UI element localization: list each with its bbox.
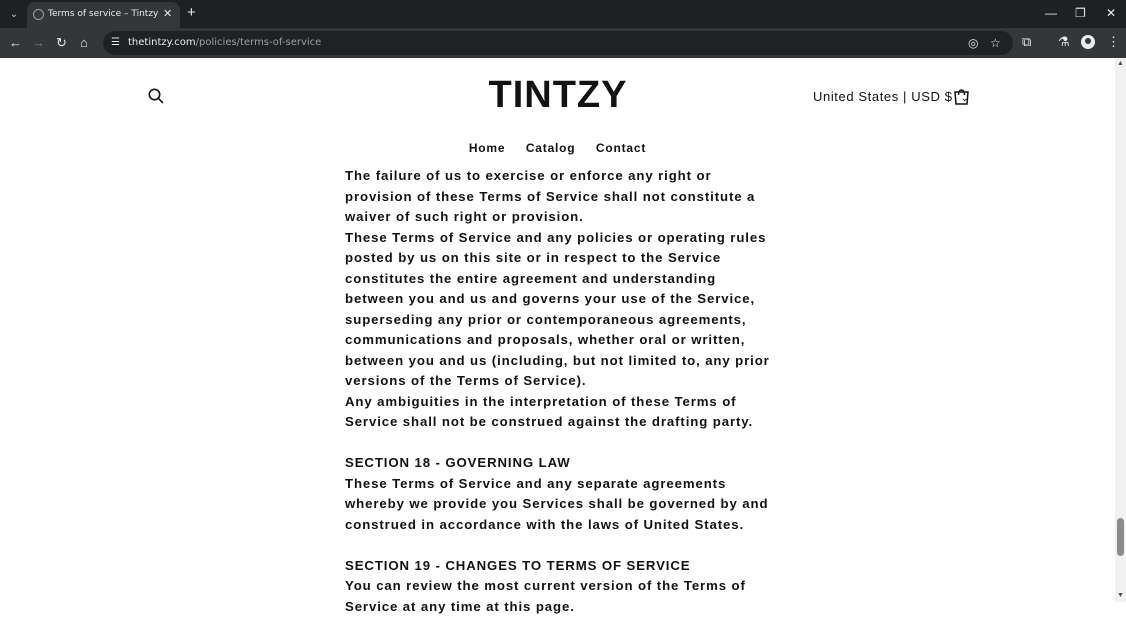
tab-search-chevron-icon[interactable]: ⌄ <box>9 8 19 20</box>
url-text[interactable]: thetintzy.com/policies/terms-of-service <box>128 37 322 48</box>
tab-title: Terms of service – Tintzy <box>48 9 159 19</box>
search-icon[interactable] <box>148 88 164 104</box>
window-close-icon[interactable]: ✕ <box>1106 6 1117 20</box>
back-icon[interactable]: ← <box>9 35 22 50</box>
browser-menu-icon[interactable]: ⋮ <box>1107 34 1120 49</box>
cart-icon[interactable] <box>953 87 970 105</box>
section-18-heading: SECTION 18 - GOVERNING LAW <box>345 455 571 470</box>
extensions-icon[interactable]: ⧉ <box>1022 34 1032 49</box>
browser-toolbar <box>0 28 1126 58</box>
paragraph-ambiguities: Any ambiguities in the interpretation of these Terms of Service shall not be construed against the drafting party. <box>345 393 754 429</box>
forward-icon[interactable]: → <box>32 35 45 50</box>
address-bar[interactable] <box>103 31 1013 55</box>
spacer <box>345 535 777 556</box>
terms-content <box>345 166 777 617</box>
site-logo[interactable]: TINTZY <box>488 74 628 116</box>
nav-home[interactable]: Home <box>468 141 506 155</box>
paragraph-entire-agreement: These Terms of Service and any policies or operating rules posted by us on this site or in respect to the Service constitutes the entire agreement and understanding between you and us and governs your use of the Service, superseding any prior or contemporaneous agreements, communications and proposals, whether oral or written, between you and us (including, but not limited to, any prior versions of the Terms of Service). <box>345 229 770 388</box>
nav-contact[interactable]: Contact <box>595 141 647 155</box>
new-tab-icon[interactable]: + <box>187 4 196 21</box>
home-icon[interactable]: ⌂ <box>80 35 88 50</box>
scrollbar-thumb[interactable] <box>1117 518 1124 556</box>
paragraph-waiver: The failure of us to exercise or enforce any right or provision of these Terms of Service shall not constitute a waiver of such right or provision. <box>345 168 756 224</box>
section-19-heading: SECTION 19 - CHANGES TO TERMS OF SERVICE <box>345 557 691 573</box>
site-info-icon[interactable]: ☰ <box>111 37 120 48</box>
chevron-down-icon: ⌄ <box>960 93 970 104</box>
lab-flask-icon[interactable]: ⚗ <box>1058 34 1070 49</box>
paragraph-changes: You can review the most current version of the Terms of Service at any time at this page. <box>345 578 746 614</box>
country-currency-selector[interactable] <box>813 89 970 104</box>
profile-avatar-icon[interactable] <box>1081 35 1095 49</box>
restore-icon[interactable]: ❐ <box>1075 6 1086 20</box>
scroll-up-arrow-icon[interactable]: ▲ <box>1117 60 1124 67</box>
scroll-down-arrow-icon[interactable]: ▼ <box>1117 592 1124 599</box>
nav-catalog[interactable]: Catalog <box>525 141 576 155</box>
eye-off-icon[interactable]: ◎ <box>968 36 979 50</box>
paragraph-governing-law: These Terms of Service and any separate agreements whereby we provide you Services shall be governed by and construed in accordance with the laws of United States. <box>345 475 769 532</box>
tab-close-icon[interactable]: ✕ <box>163 8 173 20</box>
browser-tab[interactable] <box>27 2 180 28</box>
reload-icon[interactable]: ↻ <box>56 35 67 50</box>
page-scrollbar[interactable] <box>1115 58 1126 602</box>
currency-label: United States | USD $ <box>813 89 953 104</box>
main-navigation <box>0 139 1115 157</box>
bookmark-star-icon[interactable]: ☆ <box>990 36 1001 50</box>
browser-tab-bar <box>0 0 1126 28</box>
globe-favicon-icon <box>33 9 44 20</box>
spacer <box>345 433 777 454</box>
minimize-icon[interactable]: — <box>1045 6 1057 20</box>
